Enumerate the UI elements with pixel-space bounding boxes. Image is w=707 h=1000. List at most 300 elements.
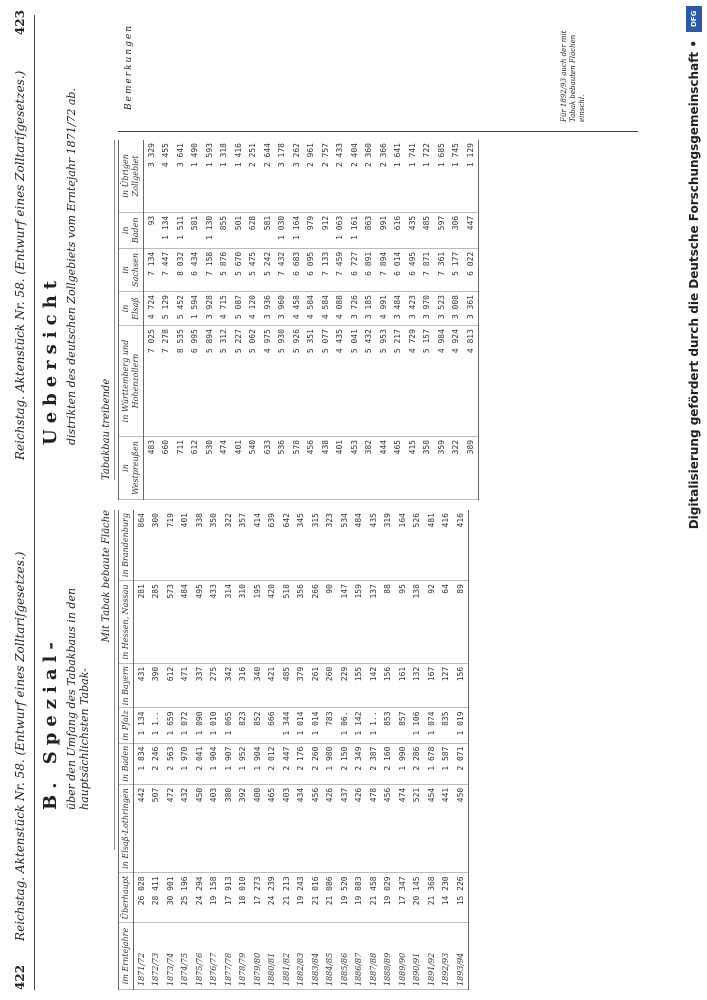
value-cell: 21 016 [308, 873, 323, 923]
value-cell: 912 [318, 212, 333, 248]
value-cell: 18 010 [236, 873, 251, 923]
value-cell: 465 [265, 784, 280, 873]
value-cell: 450 [453, 784, 468, 873]
year-cell: 1883/84 [308, 923, 323, 990]
value-cell: 420 [265, 581, 280, 664]
header-rule [34, 15, 35, 990]
value-cell: 2 041 [192, 743, 207, 784]
value-cell: 5 041 [347, 326, 362, 437]
value-cell: 501 [231, 212, 246, 248]
value-cell: 390 [149, 663, 164, 708]
value-cell: 380 [221, 784, 236, 873]
value-cell: 1 106 [410, 708, 425, 743]
value-cell: 7 134 [144, 248, 159, 291]
value-cell: 15 226 [453, 873, 468, 923]
year-cell: 1886/87 [352, 923, 367, 990]
value-cell: 7 459 [333, 248, 348, 291]
value-cell: 19 243 [294, 873, 309, 923]
value-cell: 310 [236, 581, 251, 664]
table-row [279, 510, 294, 990]
value-cell: 465 [391, 436, 406, 499]
value-cell: 4 724 [144, 292, 159, 326]
value-cell: 20 145 [410, 873, 425, 923]
value-cell: 306 [449, 212, 464, 248]
value-cell: 17 347 [395, 873, 410, 923]
table-row [318, 140, 333, 500]
value-cell: 1 587 [439, 743, 454, 784]
value-cell: 1 318 [217, 140, 232, 212]
value-cell: 6 022 [463, 248, 478, 291]
value-cell: 1 129 [463, 140, 478, 212]
value-cell: 2 644 [260, 140, 275, 212]
value-cell: 5 177 [449, 248, 464, 291]
value-cell: 5 087 [231, 292, 246, 326]
value-cell: 5 227 [231, 326, 246, 437]
table-row [202, 140, 217, 500]
value-cell: 416 [439, 510, 454, 581]
value-cell: 260 [323, 663, 338, 708]
value-cell: 639 [265, 510, 280, 581]
year-cell: 1871/72 [134, 923, 149, 990]
value-cell: 2 757 [318, 140, 333, 212]
value-cell: 435 [366, 510, 381, 581]
value-cell: 6 683 [289, 248, 304, 291]
table-row [144, 140, 159, 500]
value-cell: 26 028 [134, 873, 149, 923]
table-row [265, 510, 280, 990]
value-cell: 474 [395, 784, 410, 873]
value-cell: 266 [308, 581, 323, 664]
value-cell: 316 [236, 663, 251, 708]
value-cell: 414 [250, 510, 265, 581]
table-row [405, 140, 420, 500]
right-header-row [119, 140, 144, 500]
value-cell: 132 [410, 663, 425, 708]
year-cell: 1882/83 [294, 923, 309, 990]
table-row [381, 510, 396, 990]
value-cell: 403 [279, 784, 294, 873]
value-cell: 21 213 [279, 873, 294, 923]
value-cell: 4 088 [333, 292, 348, 326]
value-cell: 3 726 [347, 292, 362, 326]
value-cell: 5 670 [231, 248, 246, 291]
value-cell: 456 [381, 784, 396, 873]
table-row [366, 510, 381, 990]
value-cell: 1 161 [347, 212, 362, 248]
value-cell: 857 [395, 708, 410, 743]
left-data-table [118, 510, 469, 990]
rcol-0: in Westpreußen [119, 436, 144, 499]
value-cell: 1 490 [188, 140, 203, 212]
value-cell: 6 095 [304, 248, 319, 291]
value-cell: 4 120 [246, 292, 261, 326]
value-cell: 342 [221, 663, 236, 708]
value-cell: 4 984 [434, 326, 449, 437]
value-cell: 2 447 [279, 743, 294, 784]
value-cell: 1 745 [449, 140, 464, 212]
value-cell: 2 251 [246, 140, 261, 212]
value-cell: 534 [337, 510, 352, 581]
table-row [453, 510, 468, 990]
value-cell: 92 [424, 581, 439, 664]
value-cell: 581 [188, 212, 203, 248]
value-cell: 1 907 [221, 743, 236, 784]
value-cell: 356 [294, 581, 309, 664]
value-cell: 435 [405, 212, 420, 248]
value-cell: 322 [449, 436, 464, 499]
value-cell: 1 014 [294, 708, 309, 743]
value-cell: 581 [260, 212, 275, 248]
value-cell: 315 [308, 510, 323, 581]
value-cell: 1 741 [405, 140, 420, 212]
value-cell: 1 072 [178, 708, 193, 743]
value-cell: 485 [279, 663, 294, 708]
value-cell: 415 [405, 436, 420, 499]
value-cell: 4 584 [318, 292, 333, 326]
value-cell: 416 [453, 510, 468, 581]
value-cell: 156 [453, 663, 468, 708]
table-row [134, 510, 149, 990]
value-cell: 783 [323, 708, 338, 743]
value-cell: 1 678 [424, 743, 439, 784]
value-cell: 127 [439, 663, 454, 708]
value-cell: 979 [304, 212, 319, 248]
value-cell: 6 434 [188, 248, 203, 291]
value-cell: 1 904 [207, 743, 222, 784]
year-cell: 1888/89 [381, 923, 396, 990]
value-cell: 90 [323, 581, 338, 664]
table-row [391, 140, 406, 500]
left-title-block [40, 510, 91, 810]
value-cell: 612 [163, 663, 178, 708]
value-cell: 1 641 [391, 140, 406, 212]
value-cell: 93 [144, 212, 159, 248]
value-cell: 633 [260, 436, 275, 499]
value-cell: 6 727 [347, 248, 362, 291]
value-cell: 5 062 [246, 326, 261, 437]
value-cell: 2 160 [381, 743, 396, 784]
value-cell: 142 [366, 663, 381, 708]
value-cell: 454 [424, 784, 439, 873]
col-7: in Brandenburg [119, 510, 134, 581]
value-cell: 2 360 [362, 140, 377, 212]
value-cell: 345 [294, 510, 309, 581]
year-cell: 1874/75 [178, 923, 193, 990]
right-title-block [40, 25, 78, 445]
table-row [192, 510, 207, 990]
table-row [246, 140, 261, 500]
value-cell: 14 230 [439, 873, 454, 923]
value-cell: 471 [178, 663, 193, 708]
value-cell: 1 063 [333, 212, 348, 248]
value-cell: 4 715 [217, 292, 232, 326]
table-row [188, 140, 203, 500]
value-cell: 536 [275, 436, 290, 499]
value-cell: 2 433 [333, 140, 348, 212]
value-cell: 628 [246, 212, 261, 248]
value-cell: 1 06. [337, 708, 352, 743]
table-row [439, 510, 454, 990]
table-row [260, 140, 275, 500]
value-cell: 441 [439, 784, 454, 873]
year-cell: 1880/81 [265, 923, 280, 990]
year-cell: 1881/82 [279, 923, 294, 990]
value-cell: 5 930 [275, 326, 290, 437]
value-cell: 4 975 [260, 326, 275, 437]
value-cell: 229 [337, 663, 352, 708]
value-cell: 359 [434, 436, 449, 499]
value-cell: 2 150 [337, 743, 352, 784]
value-cell: 1 014 [308, 708, 323, 743]
value-cell: 4 924 [449, 326, 464, 437]
value-cell: 337 [192, 663, 207, 708]
col-5: in Bayern [119, 663, 134, 708]
value-cell: 392 [236, 784, 251, 873]
value-cell: 4 435 [333, 326, 348, 437]
value-cell: 195 [250, 581, 265, 664]
value-cell: 350 [207, 510, 222, 581]
value-cell: 3 928 [202, 292, 217, 326]
value-cell: 1 722 [420, 140, 435, 212]
value-cell: 24 294 [192, 873, 207, 923]
value-cell: 5 077 [318, 326, 333, 437]
value-cell: 1 416 [231, 140, 246, 212]
value-cell: 95 [395, 581, 410, 664]
value-cell: 6 014 [391, 248, 406, 291]
table-row [250, 510, 265, 990]
value-cell: 5 351 [304, 326, 319, 437]
value-cell: 28 411 [149, 873, 164, 923]
value-cell: 437 [337, 784, 352, 873]
right-header-text: Reichstag. Aktenstück Nr. 58. (Entwurf eines Zolltarifgesetzes.) [13, 70, 27, 460]
value-cell: 19 520 [337, 873, 352, 923]
table-row [308, 510, 323, 990]
value-cell: 7 278 [159, 326, 174, 437]
value-cell: 1 904 [250, 743, 265, 784]
table-row [231, 140, 246, 500]
value-cell: 432 [178, 784, 193, 873]
table-row [337, 510, 352, 990]
value-cell: 401 [231, 436, 246, 499]
section-title-right: Uebersicht [40, 274, 61, 445]
year-cell: 1872/73 [149, 923, 164, 990]
value-cell: 1 511 [173, 212, 188, 248]
value-cell: 426 [352, 784, 367, 873]
value-cell: 400 [250, 784, 265, 873]
value-cell: 323 [323, 510, 338, 581]
value-cell: 138 [410, 581, 425, 664]
table-row [424, 510, 439, 990]
value-cell: 6 495 [405, 248, 420, 291]
value-cell: 711 [173, 436, 188, 499]
table-row [362, 140, 377, 500]
value-cell: 530 [202, 436, 217, 499]
value-cell: 666 [265, 708, 280, 743]
value-cell: 578 [289, 436, 304, 499]
value-cell: 1 1.. [366, 708, 381, 743]
value-cell: 338 [192, 510, 207, 581]
value-cell: 25 196 [178, 873, 193, 923]
col-total: Überhaupt [119, 873, 134, 923]
value-cell: 389 [463, 436, 478, 499]
value-cell: 660 [159, 436, 174, 499]
value-cell: 3 523 [434, 292, 449, 326]
value-cell: 1 1.. [149, 708, 164, 743]
value-cell: 2 286 [410, 743, 425, 784]
table-row [289, 140, 304, 500]
col-6: in Hessen, Nassau [119, 581, 134, 664]
left-page-number: 422 [13, 964, 27, 990]
table-row [159, 140, 174, 500]
value-cell: 447 [463, 212, 478, 248]
left-band-heading [98, 510, 115, 850]
value-cell: 3 484 [391, 292, 406, 326]
value-cell: 19 158 [207, 873, 222, 923]
value-cell: 2 176 [294, 743, 309, 784]
value-cell: 64 [439, 581, 454, 664]
value-cell: 1 685 [434, 140, 449, 212]
value-cell: 261 [308, 663, 323, 708]
value-cell: 597 [434, 212, 449, 248]
value-cell: 167 [424, 663, 439, 708]
value-cell: 426 [323, 784, 338, 873]
value-cell: 442 [134, 784, 149, 873]
value-cell: 1 593 [202, 140, 217, 212]
col-4: in Pfalz [119, 708, 134, 743]
col-year: im Erntejahre [119, 923, 134, 990]
table-row [420, 140, 435, 500]
left-band-text: Mit Tabak bebaute Fläche [100, 510, 112, 643]
value-cell: 24 239 [265, 873, 280, 923]
remarks-footnote: Für 1892/93 auch der mit Tabak bebauten Flächen einschl. [560, 30, 586, 122]
table-row [207, 510, 222, 990]
value-cell: 2 387 [366, 743, 381, 784]
value-cell: 434 [294, 784, 309, 873]
value-cell: 484 [178, 581, 193, 664]
value-cell: 1 952 [236, 743, 251, 784]
year-cell: 1876/77 [207, 923, 222, 990]
value-cell: 147 [337, 581, 352, 664]
table-row [434, 140, 449, 500]
rcol-3: in Sachsen [119, 248, 144, 291]
value-cell: 453 [347, 436, 362, 499]
value-cell: 2 404 [347, 140, 362, 212]
value-cell: 3 329 [144, 140, 159, 212]
value-cell: 6 995 [188, 326, 203, 437]
value-cell: 474 [217, 436, 232, 499]
table-row [275, 140, 290, 500]
value-cell: 7 447 [159, 248, 174, 291]
value-cell: 300 [149, 510, 164, 581]
table-row [333, 140, 348, 500]
value-cell: 3 361 [463, 292, 478, 326]
value-cell: 5 217 [391, 326, 406, 437]
year-cell: 1889/90 [395, 923, 410, 990]
value-cell: 1 142 [352, 708, 367, 743]
value-cell: 495 [192, 581, 207, 664]
value-cell: 88 [381, 581, 396, 664]
year-cell: 1887/88 [366, 923, 381, 990]
section-title: B. Spezial- [40, 636, 61, 810]
value-cell: 5 926 [289, 326, 304, 437]
table-row [352, 510, 367, 990]
left-header-row [119, 510, 134, 990]
rcol-2: in Elsaß [119, 292, 144, 326]
value-cell: 2 366 [376, 140, 391, 212]
value-cell: 573 [163, 581, 178, 664]
value-cell: 1 164 [289, 212, 304, 248]
value-cell: 7 158 [202, 248, 217, 291]
value-cell: 478 [366, 784, 381, 873]
year-cell: 1884/85 [323, 923, 338, 990]
value-cell: 864 [134, 510, 149, 581]
value-cell: 3 185 [362, 292, 377, 326]
rcol-4: in Baden [119, 212, 144, 248]
value-cell: 853 [381, 708, 396, 743]
value-cell: 1 010 [207, 708, 222, 743]
table-row [463, 140, 478, 500]
value-cell: 481 [424, 510, 439, 581]
value-cell: 382 [362, 436, 377, 499]
value-cell: 3 641 [173, 140, 188, 212]
col-3: in Baden [119, 743, 134, 784]
table-row [178, 510, 193, 990]
table-row [221, 510, 236, 990]
value-cell: 1 980 [323, 743, 338, 784]
value-cell: 835 [439, 708, 454, 743]
value-cell: 1 065 [221, 708, 236, 743]
value-cell: 991 [376, 212, 391, 248]
value-cell: 1 990 [395, 743, 410, 784]
right-page-header [8, 10, 32, 460]
value-cell: 526 [410, 510, 425, 581]
year-cell: 1891/92 [424, 923, 439, 990]
value-cell: 5 953 [376, 326, 391, 437]
value-cell: 5 876 [217, 248, 232, 291]
value-cell: 444 [376, 436, 391, 499]
value-cell: 3 423 [405, 292, 420, 326]
value-cell: 5 475 [246, 248, 261, 291]
value-cell: 2 246 [149, 743, 164, 784]
dfg-logo: DFG [686, 6, 702, 32]
value-cell: 19 883 [352, 873, 367, 923]
rcol-1: in Württemberg und Hohenzollern [119, 326, 144, 437]
right-page-number: 423 [13, 10, 27, 36]
value-cell: 1 659 [163, 708, 178, 743]
value-cell: 4 991 [376, 292, 391, 326]
value-cell: 1 344 [279, 708, 294, 743]
table-row [163, 510, 178, 990]
value-cell: 281 [134, 581, 149, 664]
value-cell: 7 871 [420, 248, 435, 291]
table-row [395, 510, 410, 990]
value-cell: 2 012 [265, 743, 280, 784]
value-cell: 30 901 [163, 873, 178, 923]
value-cell: 5 129 [159, 292, 174, 326]
table-row [236, 510, 251, 990]
value-cell: 379 [294, 663, 309, 708]
value-cell: 1 030 [275, 212, 290, 248]
value-cell: 89 [453, 581, 468, 664]
left-subtitle: über den Umfang des Tabakbaus in den hauptsächlichsten Tabak- [65, 587, 91, 810]
right-band-text: Tabakbau treibende [100, 378, 112, 480]
value-cell: 5 432 [362, 326, 377, 437]
value-cell: 4 458 [289, 292, 304, 326]
value-cell: 3 178 [275, 140, 290, 212]
value-cell: 2 071 [453, 743, 468, 784]
value-cell: 518 [279, 581, 294, 664]
value-cell: 2 961 [304, 140, 319, 212]
